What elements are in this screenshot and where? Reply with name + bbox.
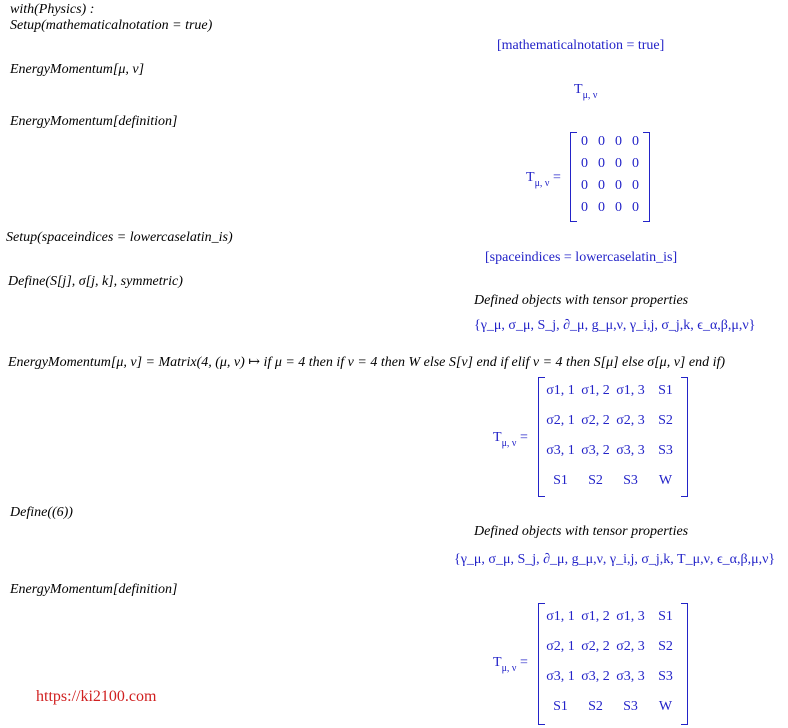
matrix-cell: 0 — [615, 134, 622, 149]
matrix-cell: S3 — [623, 699, 638, 714]
matrix-cell: σ2, 3 — [616, 639, 645, 654]
equals-sign: = — [552, 170, 561, 185]
T-symbol: T — [493, 430, 502, 445]
matrix-cell: 0 — [615, 178, 622, 193]
matrix-cell: σ3, 1 — [546, 669, 575, 684]
matrix-cell: 0 — [632, 200, 639, 215]
matrix-cell: 0 — [632, 134, 639, 149]
matrix-cell: σ3, 2 — [581, 443, 610, 458]
sigma-matrix-lhs-1 — [493, 430, 528, 449]
matrix-cell: S2 — [588, 699, 603, 714]
matrix-cell: 0 — [632, 178, 639, 193]
matrix-cell: σ3, 1 — [546, 443, 575, 458]
output-T-symbol — [574, 82, 598, 101]
matrix-cell: 0 — [581, 200, 588, 215]
input-setup-space[interactable]: Setup(spaceindices = lowercaselatin_is) — [6, 230, 233, 245]
output-setup-space: [spaceindices = lowercaselatin_is] — [485, 250, 678, 265]
defined-objects-label-2: Defined objects with tensor properties — [474, 524, 689, 539]
matrix-cell: W — [658, 699, 673, 714]
matrix-cell: W — [658, 473, 673, 488]
T-symbol: T — [526, 170, 535, 185]
sigma-matrix-lhs-2 — [493, 655, 528, 674]
matrix-cell: σ1, 2 — [581, 609, 610, 624]
matrix-cell: 0 — [598, 178, 605, 193]
matrix-cell: S2 — [588, 473, 603, 488]
matrix-cell: σ2, 2 — [581, 639, 610, 654]
matrix-cell: 0 — [598, 156, 605, 171]
zero-matrix — [570, 132, 650, 222]
matrix-cell: σ2, 3 — [616, 413, 645, 428]
defined-set-2: {γ_μ, σ_μ, S_j, ∂_μ, g_μ,ν, γ_i,j, σ_j,k, T_μ,ν, ϵ_α,β,μ,ν} — [454, 552, 776, 567]
sigma-matrix-2 — [538, 603, 688, 725]
output-setup-math: [mathematicalnotation = true] — [497, 38, 665, 53]
matrix-cell: 0 — [632, 156, 639, 171]
matrix-cell: S1 — [553, 699, 568, 714]
equals-sign: = — [519, 430, 528, 445]
matrix-cell: σ3, 2 — [581, 669, 610, 684]
input-define-s-sigma[interactable]: Define(S[j], σ[j, k], symmetric) — [8, 274, 183, 289]
matrix-cell: σ1, 3 — [616, 383, 645, 398]
input-with-physics[interactable]: with(Physics) : — [10, 2, 95, 17]
matrix-cell: σ3, 3 — [616, 669, 645, 684]
input-setup-math[interactable]: Setup(mathematicalnotation = true) — [10, 18, 213, 33]
matrix-cell: S1 — [658, 383, 673, 398]
T-indices: μ, ν — [534, 178, 550, 189]
input-energy-momentum[interactable]: EnergyMomentum[μ, ν] — [10, 62, 145, 77]
matrix-cell: S2 — [658, 413, 673, 428]
matrix-cell: 0 — [581, 134, 588, 149]
matrix-cell: S3 — [658, 443, 673, 458]
T-indices: μ, ν — [501, 663, 517, 674]
matrix-cell: σ2, 1 — [546, 413, 575, 428]
matrix-cell: S3 — [623, 473, 638, 488]
input-energy-definition-2[interactable]: EnergyMomentum[definition] — [10, 582, 178, 597]
matrix-cell: σ1, 1 — [546, 609, 575, 624]
matrix-cell: 0 — [598, 134, 605, 149]
matrix-cell: σ3, 3 — [616, 443, 645, 458]
matrix-cell: 0 — [615, 200, 622, 215]
matrix-cell: 0 — [598, 200, 605, 215]
matrix-cell: S1 — [553, 473, 568, 488]
input-define-6[interactable]: Define((6)) — [10, 505, 73, 520]
matrix-cell: S2 — [658, 639, 673, 654]
matrix-cell: 0 — [615, 156, 622, 171]
matrix-cell: σ2, 1 — [546, 639, 575, 654]
zero-matrix-lhs — [526, 170, 561, 189]
T-symbol: T — [493, 655, 502, 670]
T-indices: μ, ν — [582, 90, 598, 101]
matrix-cell: 0 — [581, 156, 588, 171]
matrix-cell: S3 — [658, 669, 673, 684]
input-energy-definition[interactable]: EnergyMomentum[definition] — [10, 114, 178, 129]
T-indices: μ, ν — [501, 438, 517, 449]
matrix-cell: σ1, 3 — [616, 609, 645, 624]
matrix-cell: S1 — [658, 609, 673, 624]
matrix-cell: σ1, 2 — [581, 383, 610, 398]
T-symbol: T — [574, 82, 583, 97]
sigma-matrix-1 — [538, 377, 688, 497]
watermark-url: https://ki2100.com — [36, 688, 157, 705]
matrix-cell: σ1, 1 — [546, 383, 575, 398]
equals-sign: = — [519, 655, 528, 670]
defined-set-1: {γ_μ, σ_μ, S_j, ∂_μ, g_μ,ν, γ_i,j, σ_j,k, ϵ_α,β,μ,ν} — [474, 318, 756, 333]
matrix-cell: σ2, 2 — [581, 413, 610, 428]
matrix-cell: 0 — [581, 178, 588, 193]
defined-objects-label: Defined objects with tensor properties — [474, 293, 689, 308]
input-energy-matrix[interactable]: EnergyMomentum[μ, ν] = Matrix(4, (μ, ν) ↦ if μ = 4 then if ν = 4 then W else S[ν] end if elif ν = 4 then S[μ] else σ[μ, ν] end if) — [8, 355, 726, 370]
